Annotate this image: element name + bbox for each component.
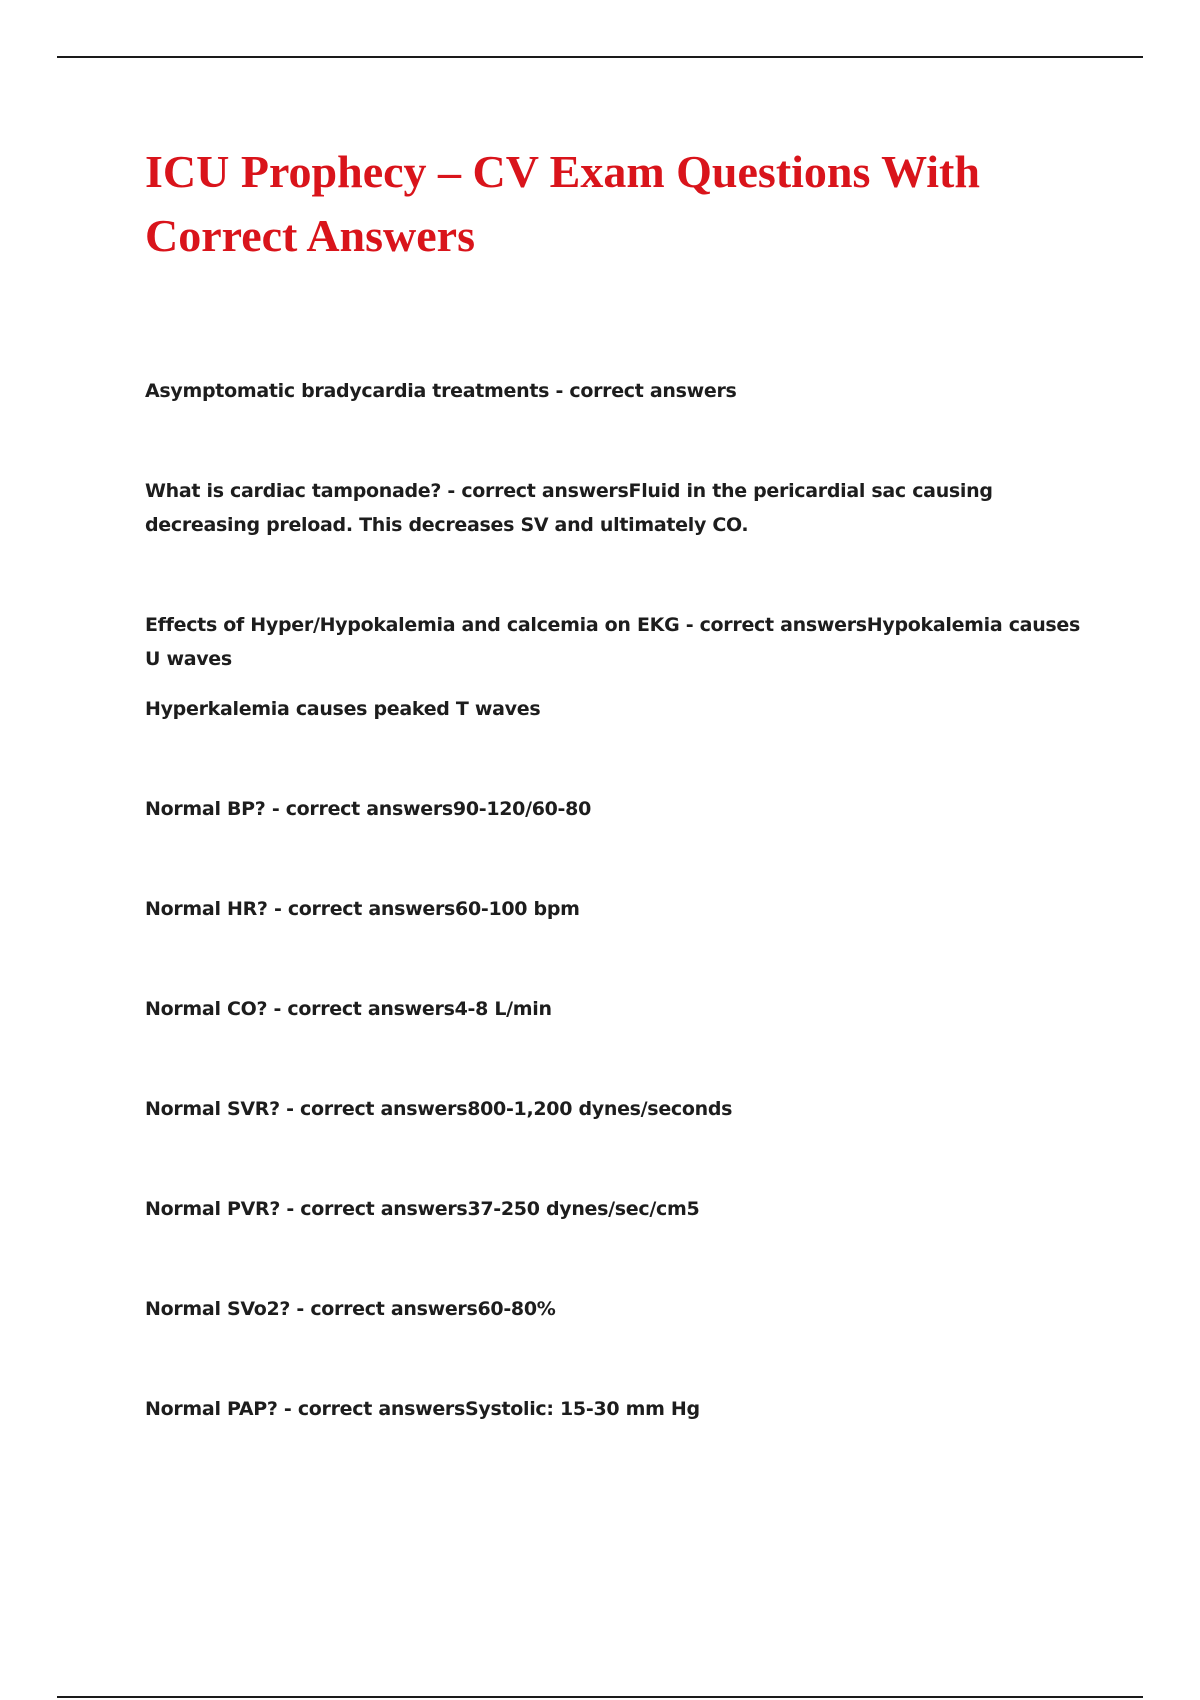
qa-entry-bp <box>145 792 1085 826</box>
qa-entry-bradycardia <box>145 374 1085 408</box>
bottom-rule <box>57 1696 1143 1698</box>
qa-entry-electrolytes <box>145 608 1085 726</box>
qa-entry-svr <box>145 1092 1085 1126</box>
qa-text: Asymptomatic bradycardia treatments - correct answers <box>145 380 737 402</box>
qa-text: Normal SVR? - correct answers800-1,200 dynes/seconds <box>145 1098 733 1120</box>
qa-text: Normal CO? - correct answers4-8 L/min <box>145 998 552 1020</box>
qa-text: What is cardiac tamponade? - correct answersFluid in the pericardial sac causing decreasing preload. This decreases SV and ultimately CO. <box>145 480 993 536</box>
qa-text: Normal BP? - correct answers90-120/60-80 <box>145 798 591 820</box>
qa-list <box>145 374 1085 1426</box>
top-rule <box>57 56 1143 58</box>
qa-text: Normal HR? - correct answers60-100 bpm <box>145 898 580 920</box>
qa-text: Normal SVo2? - correct answers60-80% <box>145 1298 556 1320</box>
qa-entry-pvr <box>145 1192 1085 1226</box>
qa-entry-tamponade <box>145 474 1085 542</box>
qa-entry-svo2 <box>145 1292 1085 1326</box>
qa-text: Normal PVR? - correct answers37-250 dynes/sec/cm5 <box>145 1198 700 1220</box>
qa-entry-hr <box>145 892 1085 926</box>
qa-text: Effects of Hyper/Hypokalemia and calcemia on EKG - correct answersHypokalemia causes U waves <box>145 614 1081 670</box>
qa-entry-pap <box>145 1392 1085 1426</box>
document-page <box>145 140 1085 1492</box>
qa-text-continued: Hyperkalemia causes peaked T waves <box>145 698 541 720</box>
document-title: ICU Prophecy – CV Exam Questions With Correct Answers <box>145 146 980 261</box>
qa-entry-co <box>145 992 1085 1026</box>
qa-text: Normal PAP? - correct answersSystolic: 15-30 mm Hg <box>145 1398 700 1420</box>
